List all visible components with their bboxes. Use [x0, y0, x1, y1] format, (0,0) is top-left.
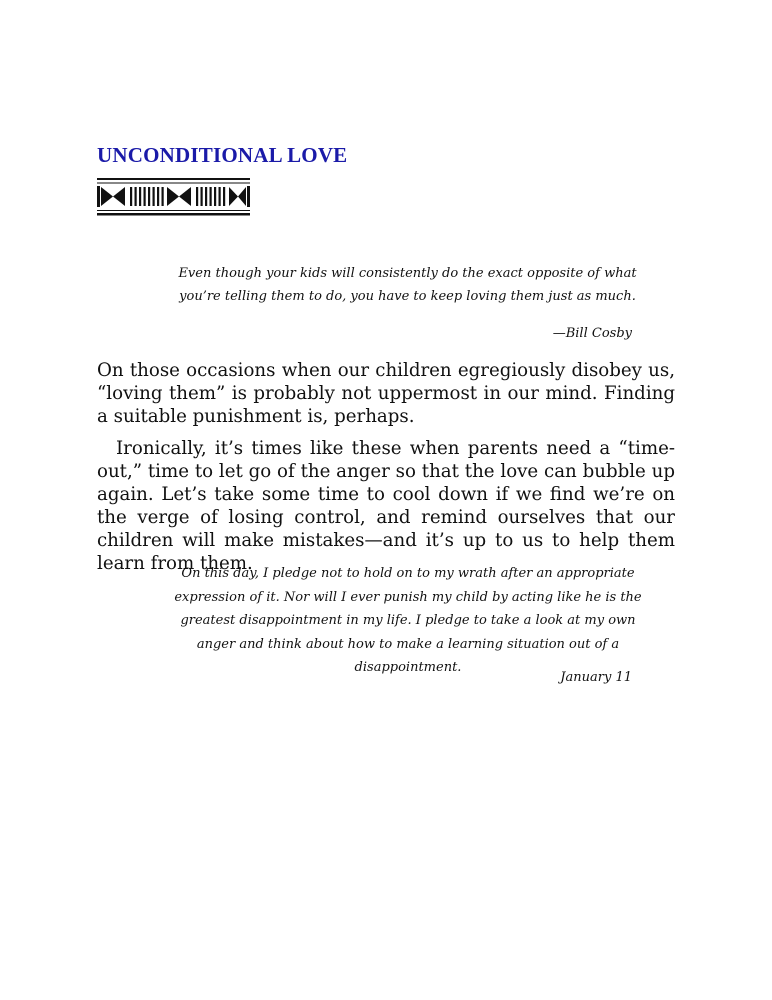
page-title: UNCONDITIONAL LOVE — [97, 143, 348, 167]
tribal-border-ornament-icon — [97, 176, 250, 218]
body-text — [97, 359, 675, 575]
body-paragraph-1: On those occasions when our children egregiously disobey us, “loving them” is probably not uppermost in our mind. Finding a suitable punishment is, perhaps. — [97, 360, 675, 427]
epigraph-quote: Even though your kids will consistently do the exact opposite of what you’re telling them to do, you have to keep loving them just as much. — [178, 266, 637, 304]
body-paragraph-2: Ironically, it’s times like these when parents need a “time-out,” time to let go of the anger so that the love can bubble up again. Let’s take some time to cool down if we find we’re on the verge of losing control, and remind ourselves that our children will make mistakes—and it’s up to us to help them learn from them. — [97, 438, 675, 574]
epigraph-attribution: —Bill Cosby — [552, 326, 632, 341]
daily-pledge: On this day, I pledge not to hold on to my wrath after an appropriate expression of it. Nor will I ever punish my child by acting like he is the greatest disappointment in my life. I pledge to take a look at my own anger and think about how to make a learning situation out of a disappointment. — [174, 566, 642, 675]
page-date: January 11 — [560, 670, 632, 685]
